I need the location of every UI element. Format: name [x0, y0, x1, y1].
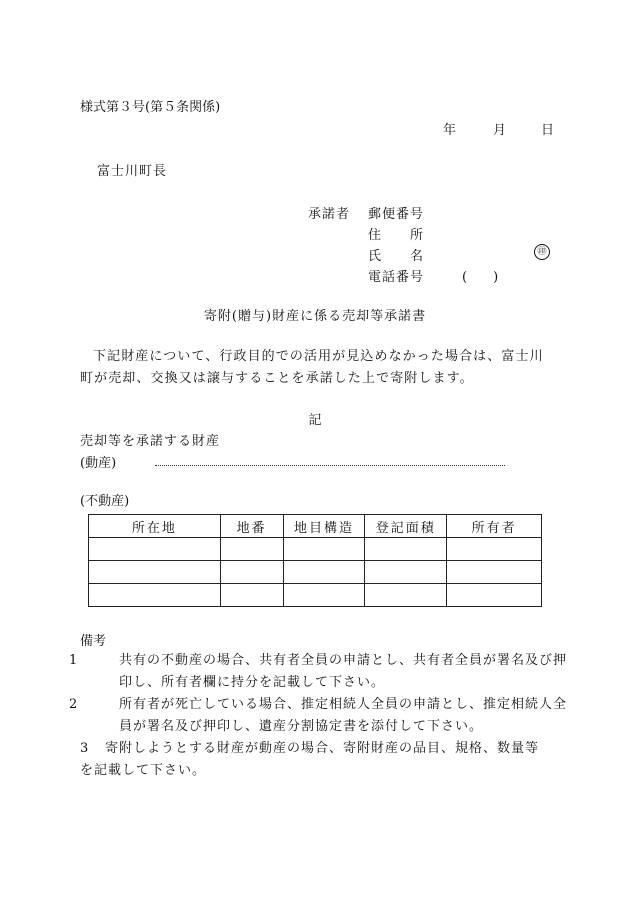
table-cell[interactable]: [447, 561, 542, 584]
table-cell[interactable]: [365, 584, 447, 607]
movable-label: (動産): [80, 456, 117, 471]
note-item: [69, 650, 575, 694]
postal-code-label: 郵便番号: [368, 207, 425, 222]
body-text: 下記財産について、行政目的での活用が見込めなかった場合は、富士川町が売却、交換又は譲与することを承諾した上で寄附します。: [80, 349, 544, 386]
seal-icon: ㊞: [534, 244, 550, 260]
table-cell[interactable]: [447, 538, 542, 561]
table-cell[interactable]: [283, 584, 365, 607]
date-line: [443, 119, 554, 138]
property-table: [88, 514, 542, 607]
note-number: 1: [69, 653, 79, 668]
approver-label: 承諾者: [308, 207, 351, 222]
date-month: 月: [493, 123, 507, 138]
column-header: 地目構造: [283, 515, 365, 538]
address-label: 住 所: [368, 228, 425, 243]
notes-heading: 備考: [80, 634, 107, 649]
date-year: 年: [443, 123, 457, 138]
table-row: [89, 584, 542, 607]
table-cell[interactable]: [89, 584, 221, 607]
note-number: 3: [80, 741, 90, 756]
note-item: [69, 694, 575, 738]
name-label: 氏 名: [368, 249, 425, 264]
date-day: 日: [541, 123, 555, 138]
document-title: 寄附(贈与)財産に係る売却等承諾書: [203, 309, 427, 324]
phone-parens: ( ): [462, 270, 499, 285]
column-header: 地番: [220, 515, 283, 538]
immovable-label: (不動産): [80, 494, 130, 509]
note-text: 共有の不動産の場合、共有者全員の申請とし、共有者全員が署名及び押印し、所有者欄に持分を記載して下さい。: [119, 653, 568, 690]
column-header: 所在地: [89, 515, 221, 538]
note-text: 所有者が死亡している場合、推定相続人全員の申請とし、推定相続人全員が署名及び押印し、遺産分割協定書を添付して下さい。: [119, 697, 568, 734]
table-cell[interactable]: [220, 584, 283, 607]
form-number: 様式第３号(第５条関係): [80, 100, 221, 115]
movable-dotted-line: [155, 465, 505, 466]
table-cell[interactable]: [283, 538, 365, 561]
note-number: 2: [69, 697, 79, 712]
table-row: [89, 538, 542, 561]
recipient: 富士川町長: [97, 164, 168, 179]
column-header: 所有者: [447, 515, 542, 538]
table-cell[interactable]: [365, 538, 447, 561]
note-text: 寄附しようとする財産が動産の場合、寄附財産の品目、規格、数量等を記載して下さい。: [80, 741, 540, 778]
table-cell[interactable]: [89, 561, 221, 584]
table-row: [89, 561, 542, 584]
table-header-row: [89, 515, 542, 538]
phone-label: 電話番号: [368, 270, 425, 285]
table-cell[interactable]: [220, 561, 283, 584]
column-header: 登記面積: [365, 515, 447, 538]
table-cell[interactable]: [447, 584, 542, 607]
table-cell[interactable]: [365, 561, 447, 584]
table-cell[interactable]: [283, 561, 365, 584]
note-item: [80, 738, 550, 782]
table-cell[interactable]: [220, 538, 283, 561]
ki-marker: 記: [308, 413, 322, 428]
property-heading: 売却等を承諾する財産: [80, 434, 221, 449]
table-cell[interactable]: [89, 538, 221, 561]
